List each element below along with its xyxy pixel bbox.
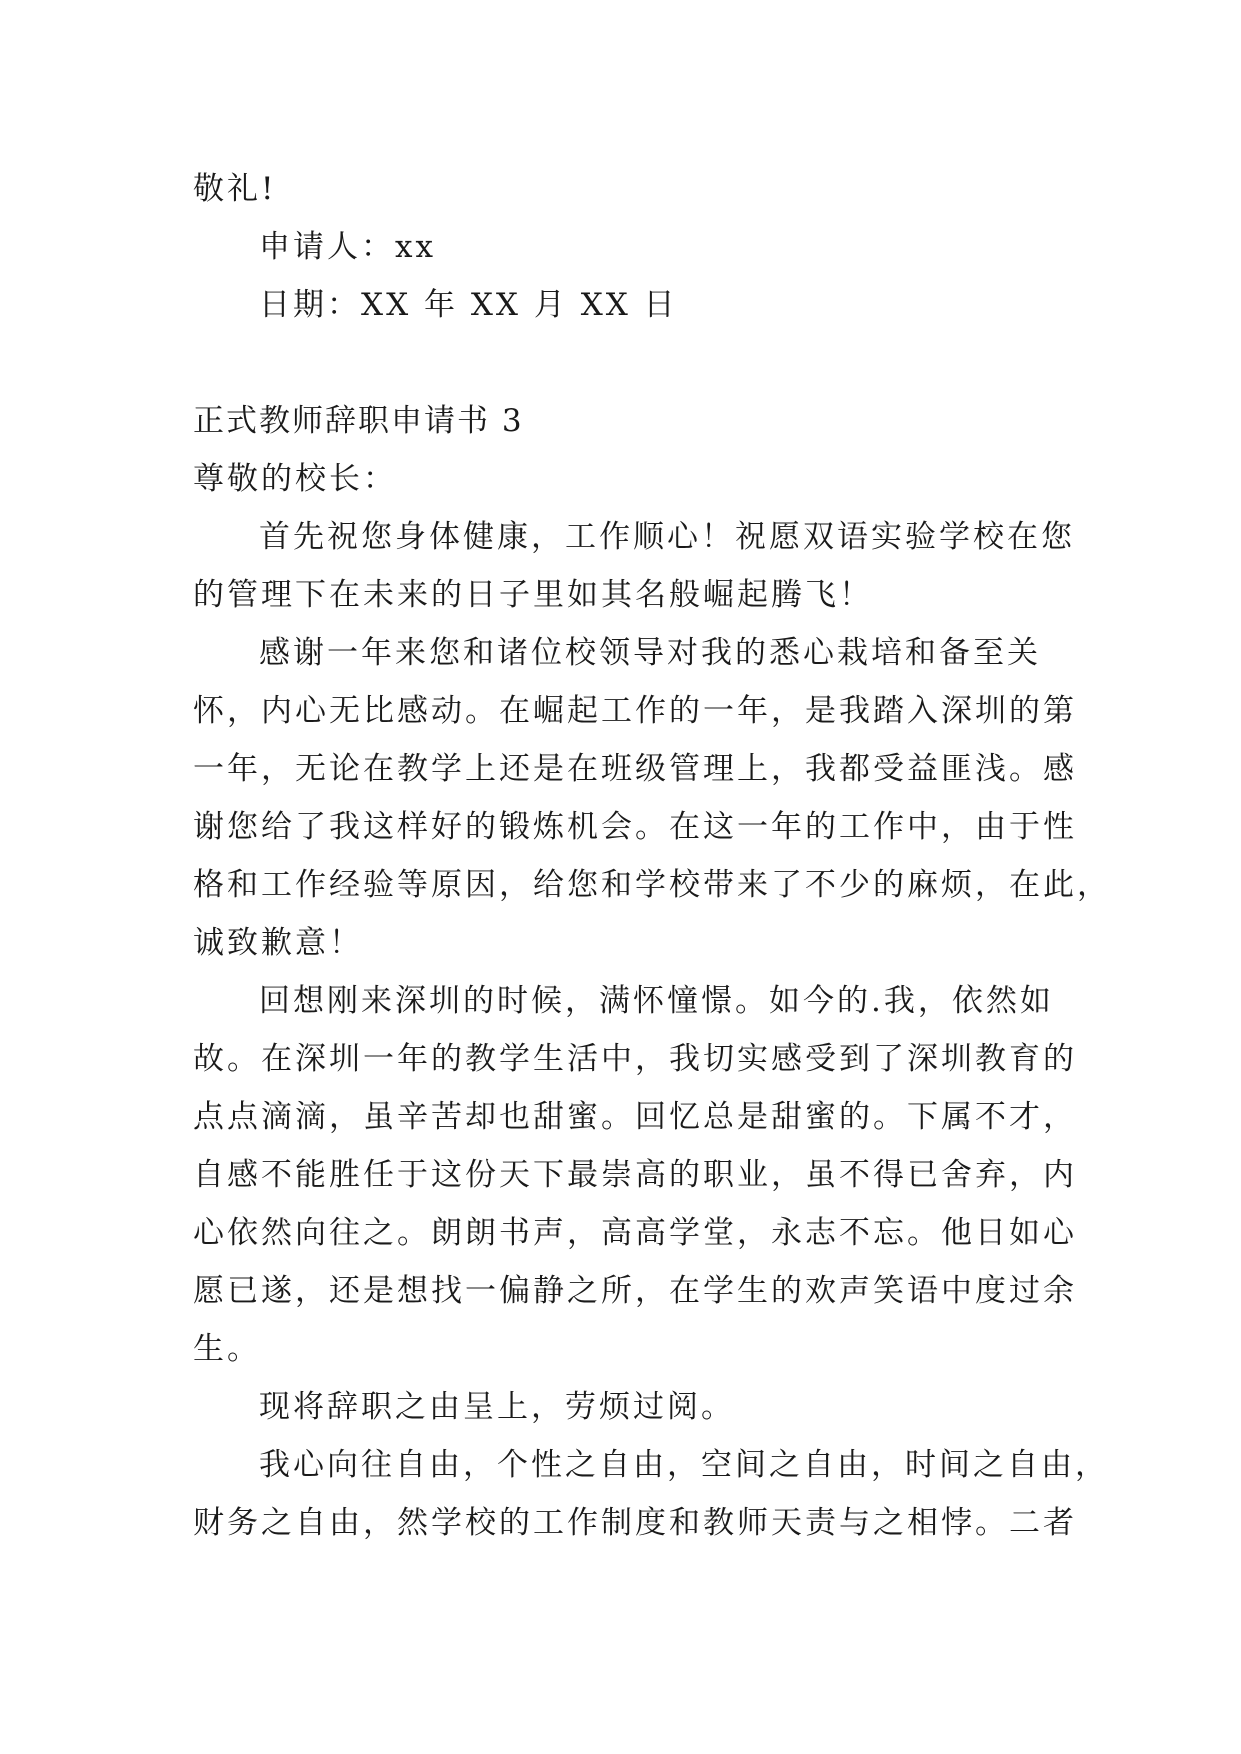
- letter-title: 正式教师辞职申请书 3: [193, 403, 524, 439]
- body-line: 愿已遂，还是想找一偏静之所，在学生的欢声笑语中度过余: [193, 1273, 1077, 1309]
- body-line: 我心向往自由，个性之自由，空间之自由，时间之自由，: [259, 1447, 1109, 1483]
- body-line: 谢您给了我这样好的锻炼机会。在这一年的工作中，由于性: [193, 809, 1077, 845]
- body-line: 一年，无论在教学上还是在班级管理上，我都受益匪浅。感: [193, 751, 1077, 787]
- applicant-line: 申请人：xx: [259, 229, 436, 265]
- document-page: [193, 160, 1111, 1552]
- body-line: 财务之自由，然学校的工作制度和教师天责与之相悖。二者: [193, 1505, 1077, 1541]
- body-line: 生。: [193, 1331, 261, 1367]
- body-line: 格和工作经验等原因，给您和学校带来了不少的麻烦，在此，: [193, 867, 1111, 903]
- body-line: 的管理下在未来的日子里如其名般崛起腾飞！: [193, 577, 873, 613]
- body-line: 诚致歉意！: [193, 925, 363, 961]
- date-line: 日期：XX 年 XX 月 XX 日: [259, 287, 678, 323]
- body-line: 回想刚来深圳的时候，满怀憧憬。如今的.我，依然如: [259, 983, 1054, 1019]
- body-line: 故。在深圳一年的教学生活中，我切实感受到了深圳教育的: [193, 1041, 1077, 1077]
- body-line: 怀，内心无比感动。在崛起工作的一年，是我踏入深圳的第: [193, 693, 1077, 729]
- body-line: 点点滴滴，虽辛苦却也甜蜜。回忆总是甜蜜的。下属不才，: [193, 1099, 1077, 1135]
- letter-greeting: 尊敬的校长：: [193, 461, 397, 497]
- closing-salute: 敬礼!: [193, 171, 277, 207]
- body-line: 首先祝您身体健康，工作顺心！祝愿双语实验学校在您: [259, 519, 1075, 555]
- body-line: 现将辞职之由呈上，劳烦过阅。: [259, 1389, 735, 1425]
- body-line: 自感不能胜任于这份天下最崇高的职业，虽不得已舍弃，内: [193, 1157, 1077, 1193]
- body-line: 心依然向往之。朗朗书声，高高学堂，永志不忘。他日如心: [193, 1215, 1077, 1251]
- letter-body: [193, 508, 1111, 1552]
- body-line: 感谢一年来您和诸位校领导对我的悉心栽培和备至关: [259, 635, 1041, 671]
